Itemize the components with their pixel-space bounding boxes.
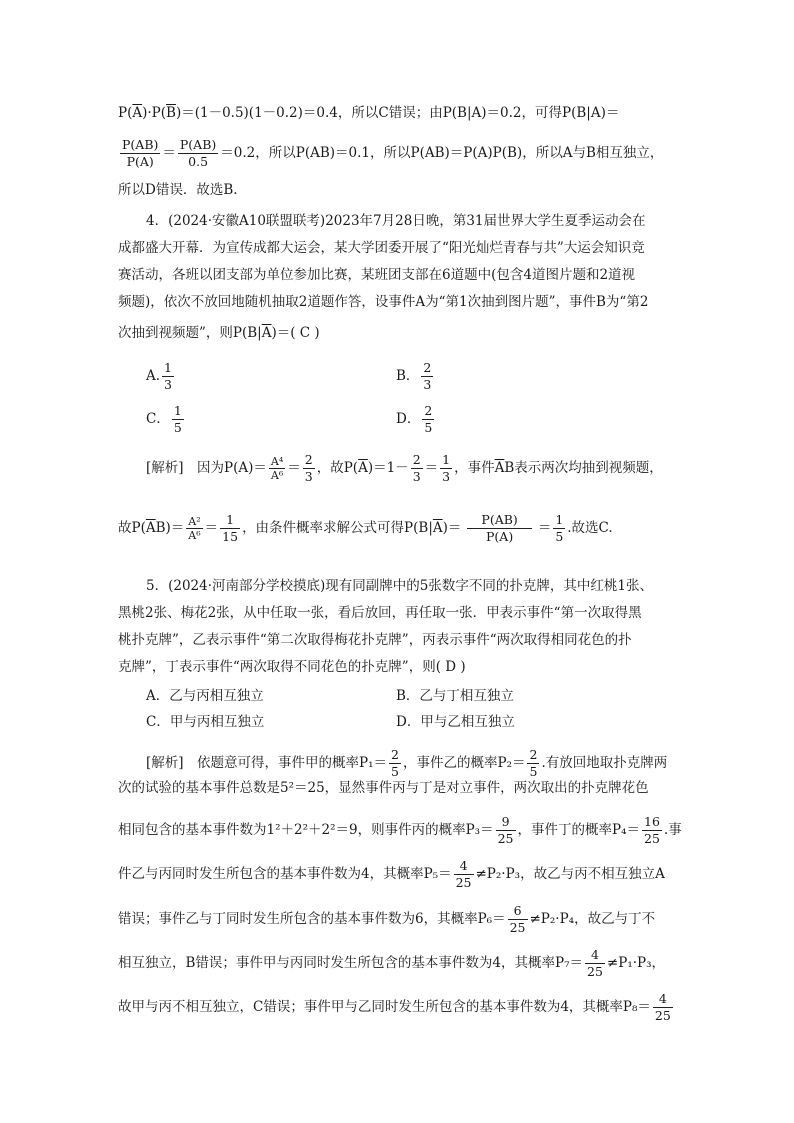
question-4-line: 赛活动，各班以团支部为单位参加比赛，某班团支部在6道题中(包含4道图片题和2道视 (118, 267, 636, 283)
text: ，故P( (316, 460, 359, 476)
numerator: A² (188, 515, 201, 528)
text: )·P( (142, 105, 167, 121)
text: )＝ (442, 520, 462, 536)
option-label: D． (396, 411, 421, 427)
denominator: 25 (644, 831, 660, 846)
question-4-line: 4．(2024·安徽A10联盟联考)2023年7月28日晚，第31届世界大学生夏季运动会在 (146, 213, 646, 229)
option-b (396, 360, 435, 393)
denominator: 3 (412, 469, 421, 484)
question-5-line: 克牌”，丁表示事件“两次取得不同花色的扑克牌”，则( D ) (118, 659, 466, 675)
denominator: 5 (529, 764, 538, 779)
solution-line: 所以D错误．故选B. (118, 182, 238, 198)
text: 次抽到视频题”，则P(B| (118, 325, 262, 341)
fraction (186, 515, 202, 542)
option-b: B．乙与丁相互独立 (396, 688, 514, 704)
fraction (508, 903, 528, 936)
option-label: C． (146, 411, 170, 427)
option-label: A. (146, 368, 161, 384)
numerator: 2 (423, 360, 432, 375)
denominator: 5 (424, 420, 433, 435)
overline-a: $\overline{A}$ (432, 520, 443, 536)
question-4-line: 成都盛大开幕．为宣传成都大运会，某大学团委开展了“阳光灿烂青春与共”大运会知识竞 (118, 240, 645, 256)
numerator: 4 (454, 858, 474, 875)
analysis-5-line (118, 903, 655, 936)
option-c: C．甲与丙相互独立 (146, 714, 265, 730)
numerator: 1 (220, 512, 240, 529)
text: ≠P₁·P₃， (606, 955, 666, 971)
denominator: 3 (304, 469, 313, 484)
fraction (422, 403, 434, 436)
denominator: P(A) (486, 529, 514, 544)
text: )＝( C ) (271, 325, 320, 341)
fraction (585, 947, 605, 980)
denominator: 25 (455, 875, 472, 890)
fraction (178, 137, 218, 170)
text: [解析] 依题意可得，事件甲的概率P₁＝ (146, 755, 388, 771)
fraction (411, 452, 423, 485)
denominator: A⁶ (270, 469, 284, 482)
analysis-5-line (118, 814, 682, 847)
numerator: 2 (304, 452, 313, 467)
option-d (396, 403, 436, 436)
fraction (172, 403, 184, 436)
fraction (120, 137, 160, 170)
question-5-line: 黑桃2张、梅花2张，从中任取一张，看后放回，再任取一张．甲表示事件“第一次取得黑 (118, 605, 642, 621)
fraction (440, 452, 452, 485)
text: 错误；事件乙与丁同时发生所包含的基本事件数为6，其概率P₆＝ (118, 911, 506, 927)
question-5-line: 5．(2024·河南部分学校摸底)现有同副牌中的5张数字不同的扑克牌，其中红桃1张、 (146, 578, 653, 594)
analysis-5-line (118, 858, 665, 891)
fraction (642, 814, 662, 847)
denominator: 15 (222, 529, 239, 544)
option-label: B． (396, 368, 420, 384)
numerator: P(AB) (179, 137, 217, 152)
denominator: 25 (654, 1008, 671, 1023)
denominator: 5 (173, 420, 182, 435)
denominator: A⁶ (188, 529, 201, 542)
option-a (146, 360, 176, 393)
overline-a: $\overline{A}$ (358, 460, 368, 476)
denominator: 3 (164, 377, 172, 392)
analysis-5-line (118, 947, 665, 980)
text: 相互独立，B错误；事件甲与丙同时发生所包含的基本事件数为4，其概率P₇＝ (118, 955, 584, 971)
numerator: 1 (555, 512, 564, 527)
text: B表示两次均抽到视频题， (504, 460, 663, 476)
denominator: 3 (442, 469, 451, 484)
text: .有放回地取扑克牌两 (541, 755, 668, 771)
text: P( (118, 105, 133, 121)
text: 件乙与丙同时发生所包含的基本事件数为4，其概率P₅＝ (118, 866, 452, 882)
analysis-4-line: 故$P(\overline{A}B)=$ $\frac{\text{A²}}{\text{A⁶}}$ ＝ $\frac{1}{15}$ ，由条件概率求解公式可得$P(B|\overline{A})=$ $\frac{P(AB)}{P(A)}$ ＝ $\frac{1}{5}$ .故选C. (118, 512, 613, 544)
denominator: 5 (391, 764, 399, 779)
overline-a: $\overline{A}$ (132, 105, 143, 121)
denominator: 0.5 (188, 154, 209, 169)
option-a: A．乙与丙相互独立 (146, 688, 264, 704)
fraction (527, 747, 539, 780)
analysis-4-line: [解析] 因为P(A)＝ $\frac{\text{A⁴}}{\text{A⁶}}$ ＝ $\frac{2}{3}$ ，故$P(\overline{A})=1-$ $\frac{2}{3}$ ＝ $\frac{1}{3}$ ，事件$\overline{A}B$表示两次均抽到视频题， (146, 452, 663, 484)
text: [解析] 因为P(A)＝ (146, 460, 267, 476)
denominator: P(A) (126, 154, 154, 169)
text: ，事件丁的概率P₄＝ (517, 822, 640, 838)
text: 相同包含的基本事件数为1²＋2²＋2²＝9，则事件丙的概率P₃＝ (118, 822, 494, 838)
fraction (454, 858, 474, 891)
fraction (220, 512, 240, 545)
numerator: 2 (424, 403, 433, 418)
fraction (467, 512, 531, 545)
numerator: 6 (508, 903, 528, 920)
numerator: 2 (529, 747, 538, 762)
numerator: 4 (585, 947, 605, 964)
text: )＝(1－0.5)(1－0.2)＝0.4，所以C错误；由P(B|A)＝0.2，可得P(B|A)＝ (175, 105, 620, 121)
text: ，事件乙的概率P₂＝ (402, 755, 526, 771)
solution-line: $\frac{P(AB)}{P(A)}$ ＝ $\frac{P(AB)}{0.5}$ ＝0.2，所以P(AB)＝0.1，所以P(AB)＝P(A)P(B)，所以A与B相互独立， (122, 137, 664, 169)
denominator: 25 (497, 831, 514, 846)
numerator: P(AB) (467, 512, 531, 529)
fraction (496, 814, 516, 847)
denominator: 5 (555, 529, 564, 544)
fraction (269, 455, 285, 482)
overline-a: $\overline{A}$ (261, 325, 272, 341)
fraction (389, 747, 401, 780)
option-c (146, 403, 186, 436)
analysis-5-line (118, 991, 675, 1024)
denominator: 3 (423, 377, 432, 392)
numerator: 1 (164, 360, 172, 375)
denominator: 25 (509, 920, 526, 935)
numerator: 2 (391, 747, 399, 762)
numerator: 16 (644, 814, 660, 829)
overline-b: $\overline{B}$ (166, 105, 176, 121)
text: ＝0.2，所以P(AB)＝0.1，所以P(AB)＝P(A)P(B)，所以A与B相互独立， (220, 145, 664, 161)
analysis-5-line (146, 747, 667, 780)
text: ，事件 (454, 460, 495, 476)
solution-line (118, 103, 619, 123)
overline-a: $\overline{A}$ (494, 460, 505, 476)
numerator: 1 (442, 452, 451, 467)
text: B)＝ (155, 520, 185, 536)
question-4-line (118, 323, 320, 343)
numerator: P(AB) (122, 137, 159, 152)
numerator: 9 (496, 814, 516, 831)
fraction (653, 991, 673, 1024)
numerator: 4 (653, 991, 673, 1008)
question-5-line: 桃扑克牌”，乙表示事件“第二次取得梅花扑克牌”，丙表示事件“两次取得相同花色的扑 (118, 632, 632, 648)
text: )＝1－ (367, 460, 409, 476)
fraction (162, 360, 174, 393)
text: .故选C. (567, 520, 613, 536)
numerator: 2 (412, 452, 421, 467)
text: ≠P₂·P₃，故乙与丙不相互独立A (475, 866, 665, 882)
fraction (303, 452, 315, 485)
overline-a: $\overline{A}$ (145, 520, 156, 536)
text: 故P( (118, 520, 146, 536)
numerator: 1 (173, 403, 182, 418)
denominator: 25 (587, 964, 603, 979)
analysis-5-line: 次的试验的基本事件总数是5²＝25，显然事件丙与丁是对立事件，两次取出的扑克牌花色 (118, 780, 649, 796)
fraction (421, 360, 433, 393)
text: .事 (663, 822, 682, 838)
text: 故甲与丙不相互独立，C错误；事件甲与乙同时发生所包含的基本事件数为4，其概率P₈＝ (118, 999, 651, 1015)
option-d: D．甲与乙相互独立 (396, 714, 515, 730)
fraction (553, 512, 565, 545)
text: ≠P₂·P₄，故乙与丁不 (529, 911, 656, 927)
question-4-line: 频题)，依次不放回地随机抽取2道题作答，设事件A为“第1次抽到图片题”，事件B为“第2 (118, 294, 649, 310)
numerator: A⁴ (270, 455, 284, 468)
text: ，由条件概率求解公式可得P(B| (242, 520, 433, 536)
